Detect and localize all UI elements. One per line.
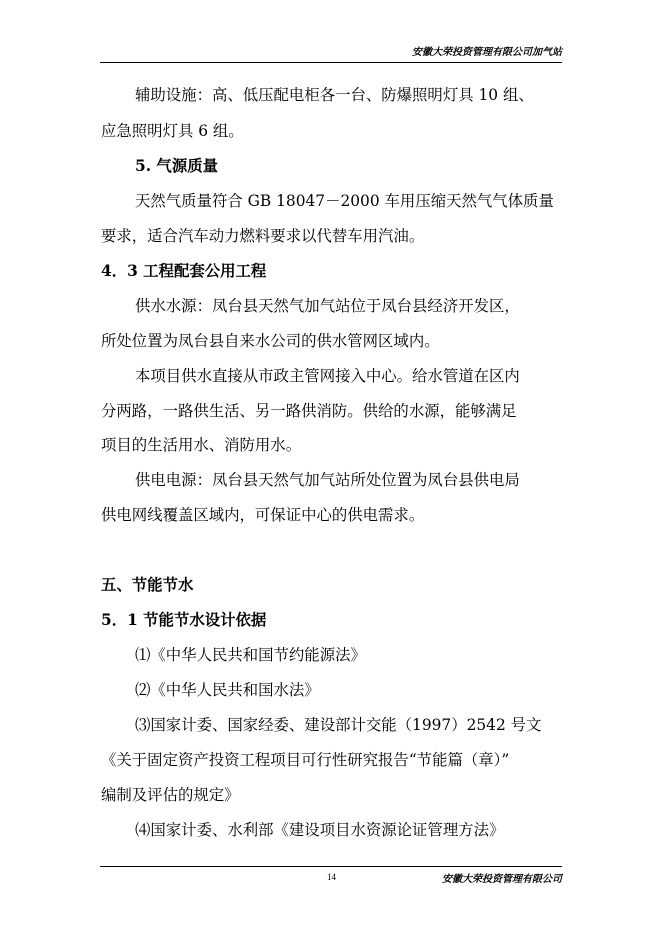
chapter-heading-energy-saving: 五、节能节水 <box>101 576 194 594</box>
section-heading-utilities: 4．3 工程配套公用工程 <box>101 262 267 280</box>
list-item: ⑷国家计委、水利部《建设项目水资源论证管理方法》 <box>135 821 505 839</box>
list-item: ⑵《中华人民共和国水法》 <box>135 681 320 699</box>
paragraph-line: 分两路，一路供生活、另一路供消防。供给的水源，能够满足 <box>101 402 517 420</box>
paragraph-line: 辅助设施：高、低压配电柜各一台、防爆照明灯具 10 组、 <box>135 86 534 104</box>
paragraph-line: 要求，适合汽车动力燃料要求以代替车用汽油。 <box>101 227 425 245</box>
list-item: ⑶国家计委、国家经委、建设部计交能（1997）2542 号文 <box>135 716 542 734</box>
paragraph-line: 本项目供水直接从市政主管网接入中心。给水管道在区内 <box>135 367 520 385</box>
footer-company-name: 安徽大荣投资管理有限公司 <box>442 874 562 885</box>
list-item-continuation: 编制及评估的规定》 <box>101 786 240 804</box>
page-number: 14 <box>327 872 336 882</box>
list-item-continuation: 《关于固定资产投资工程项目可行性研究报告“节能篇（章）” <box>101 751 510 769</box>
header-divider <box>100 62 562 63</box>
paragraph-line: 供电电源：凤台县天然气加气站所处位置为凤台县供电局 <box>135 471 520 489</box>
footer-divider <box>100 866 562 867</box>
paragraph-line: 供电网线覆盖区域内，可保证中心的供电需求。 <box>101 506 425 524</box>
header-company-name: 安徽大荣投资管理有限公司加气站 <box>412 47 562 58</box>
section-heading-design-basis: 5．1 节能节水设计依据 <box>101 611 267 629</box>
paragraph-line: 供水水源：凤台县天然气加气站位于凤台县经济开发区， <box>135 297 520 315</box>
paragraph-line: 所处位置为凤台县自来水公司的供水管网区域内。 <box>101 332 440 350</box>
paragraph-line: 项目的生活用水、消防用水。 <box>101 436 302 454</box>
paragraph-line: 天然气质量符合 GB 18047－2000 车用压缩天然气气体质量 <box>135 192 554 210</box>
list-item: ⑴《中华人民共和国节约能源法》 <box>135 646 366 664</box>
paragraph-line: 应急照明灯具 6 组。 <box>101 122 244 140</box>
section-heading-gas-quality: 5. 气源质量 <box>135 157 218 175</box>
